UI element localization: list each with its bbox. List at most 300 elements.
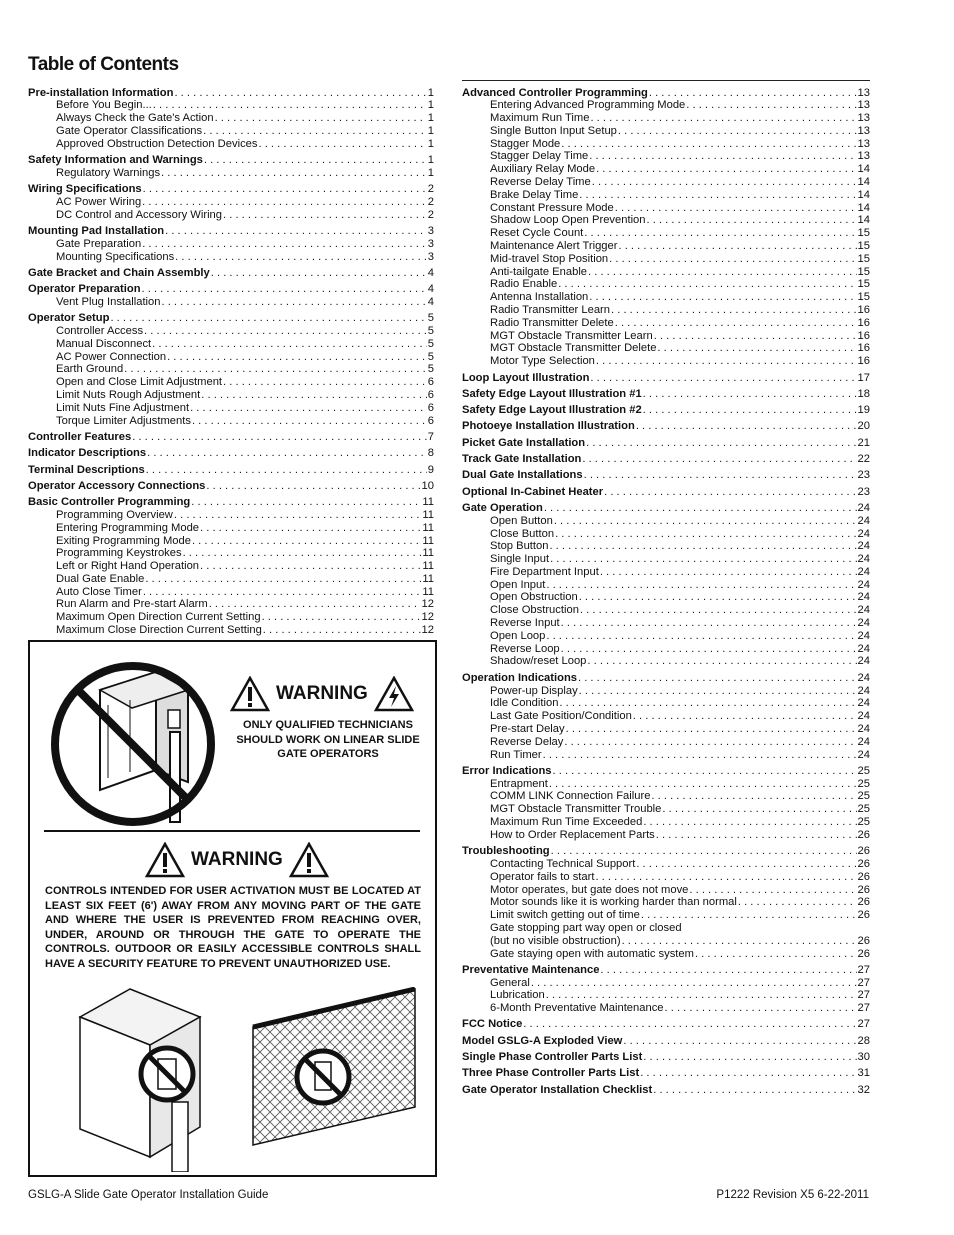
toc-page-number: 27 — [857, 963, 870, 976]
toc-leader-dots — [174, 87, 426, 100]
toc-leader-dots — [643, 404, 857, 417]
toc-entry-title: Constant Pressure Mode — [490, 201, 614, 214]
toc-page-number: 30 — [857, 1051, 870, 1064]
toc-entry-title: 6-Month Preventative Maintenance — [490, 1002, 664, 1015]
toc-subentry — [462, 617, 870, 630]
toc-subentry — [462, 922, 870, 935]
toc-entry-title: Safety Edge Layout Illustration #2 — [462, 404, 642, 417]
toc-leader-dots — [145, 573, 421, 586]
toc-right-column — [462, 83, 870, 1096]
toc-subentry — [462, 896, 870, 909]
toc-page-number: 26 — [857, 870, 870, 883]
toc-leader-dots — [549, 778, 857, 791]
toc-subentry — [462, 317, 870, 330]
toc-entry-title: Controller Access — [56, 325, 144, 338]
toc-leader-dots — [201, 389, 427, 402]
toc-entry-title: Stagger Mode — [490, 137, 561, 150]
toc-entry-title: Programming Overview — [56, 508, 173, 521]
toc-page-number: 2 — [427, 183, 434, 196]
toc-entry-title: How to Order Replacement Parts — [490, 828, 655, 841]
toc-section — [462, 1018, 870, 1031]
toc-leader-dots — [596, 163, 856, 176]
toc-leader-dots — [143, 183, 427, 196]
toc-entry-title: Open Input — [490, 578, 546, 591]
toc-section — [28, 480, 434, 493]
toc-subentry — [462, 515, 870, 528]
toc-page-number: 6 — [427, 401, 434, 414]
toc-subentry — [462, 1002, 870, 1015]
toc-entry-title: Always Check the Gate's Action — [56, 112, 214, 125]
toc-leader-dots — [582, 453, 856, 466]
toc-section — [462, 486, 870, 499]
toc-page-number: 10 — [421, 479, 434, 492]
toc-entry-title: General — [490, 976, 530, 989]
toc-subentry — [462, 214, 870, 227]
toc-leader-dots — [192, 415, 427, 428]
toc-page-number: 26 — [857, 845, 870, 858]
toc-leader-dots — [738, 896, 857, 909]
toc-entry-title: Left or Right Hand Operation — [56, 560, 200, 573]
toc-subentry — [462, 291, 870, 304]
fence-control-illustration — [245, 987, 425, 1147]
toc-section — [462, 845, 870, 858]
toc-subentry — [462, 176, 870, 189]
toc-subentry — [462, 803, 870, 816]
toc-page-number: 12 — [421, 598, 434, 611]
toc-leader-dots — [191, 496, 421, 509]
toc-page-number: 26 — [857, 857, 870, 870]
toc-page-number: 4 — [427, 283, 434, 296]
toc-leader-dots — [596, 355, 857, 368]
toc-leader-dots — [592, 176, 857, 189]
toc-page-number: 24 — [857, 748, 870, 761]
toc-page-number: 27 — [857, 976, 870, 989]
toc-subentry — [462, 240, 870, 253]
toc-page-number: 14 — [857, 163, 870, 176]
toc-page-number: 11 — [422, 585, 434, 598]
footer-right: P1222 Revision X5 6-22-2011 — [716, 1189, 869, 1201]
toc-leader-dots — [190, 402, 427, 415]
toc-page-number: 24 — [857, 684, 870, 697]
toc-entry-title: Indicator Descriptions — [28, 447, 147, 460]
toc-page-number: 3 — [427, 237, 434, 250]
toc-page-number: 11 — [422, 508, 434, 521]
footer-left: GSLG-A Slide Gate Operator Installation Guide — [28, 1189, 269, 1201]
toc-entry-title: Mid-travel Stop Position — [490, 252, 609, 265]
toc-page-number: 19 — [857, 404, 870, 417]
toc-entry-title: Reverse Loop — [490, 642, 560, 655]
toc-leader-dots — [211, 267, 427, 280]
toc-page-number: 13 — [857, 99, 870, 112]
toc-page-number: 16 — [857, 304, 870, 317]
toc-leader-dots — [546, 579, 856, 592]
toc-leader-dots — [589, 291, 856, 304]
warning-text-2: CONTROLS INTENDED FOR USER ACTIVATION MUST BE LOCATED AT LEAST SIX FEET (6') AWAY FROM ANY MOVING PART OF THE GATE AND WHERE THE USER IS PREVENTED FROM REACHING OVER, UNDER, AROUND OR THROUGH THE GATE TO OPERATE THE CONTROLS. OUTDOOR OR EASILY ACCESSIBLE CONTROLS SHALL HAVE A SECURITY FEATURE TO PREVENT UNAUTHORIZED USE. — [45, 885, 421, 970]
toc-entry-title: Shadow/reset Loop — [490, 655, 587, 668]
toc-page-number: 15 — [857, 252, 870, 265]
toc-subentry — [28, 125, 434, 138]
toc-page-number: 24 — [857, 697, 870, 710]
toc-leader-dots — [622, 935, 857, 948]
toc-subentry — [462, 540, 870, 553]
toc-leader-dots — [587, 655, 856, 668]
toc-leader-dots — [223, 209, 427, 222]
toc-page-number: 24 — [857, 642, 870, 655]
toc-leader-dots — [695, 948, 857, 961]
toc-page-number: 6 — [427, 376, 434, 389]
toc-page-number: 20 — [857, 420, 870, 433]
toc-leader-dots — [142, 283, 427, 296]
toc-entry-title: Radio Enable — [490, 278, 558, 291]
toc-section — [28, 312, 434, 325]
toc-leader-dots — [600, 964, 856, 977]
toc-entry-title: Pre-installation Information — [28, 86, 174, 99]
toc-subentry — [462, 871, 870, 884]
toc-leader-dots — [651, 790, 856, 803]
toc-page-number: 25 — [857, 790, 870, 803]
toc-page-number: 15 — [857, 278, 870, 291]
toc-entry-title: Brake Delay Time — [490, 188, 579, 201]
toc-page-number: 11 — [422, 572, 434, 585]
toc-leader-dots — [640, 1067, 856, 1080]
no-touch-operator-illustration — [38, 650, 228, 828]
toc-leader-dots — [200, 560, 421, 573]
toc-leader-dots — [555, 528, 856, 541]
toc-entry-title: Mounting Pad Installation — [28, 224, 165, 237]
toc-page-number: 26 — [857, 828, 870, 841]
toc-subentry — [28, 376, 434, 389]
toc-page-number: 26 — [857, 883, 870, 896]
warning-divider — [44, 830, 420, 832]
toc-entry-title: Reverse Delay — [490, 735, 564, 748]
toc-entry-title: Maximum Run Time Exceeded — [490, 816, 643, 829]
toc-section — [462, 372, 870, 385]
toc-subentry — [462, 266, 870, 279]
toc-leader-dots — [558, 278, 856, 291]
toc-leader-dots — [588, 266, 857, 279]
toc-entry-title: Operation Indications — [462, 671, 577, 684]
toc-page-number: 1 — [427, 166, 434, 179]
toc-page-number: 13 — [857, 112, 870, 125]
toc-leader-dots — [561, 643, 857, 656]
toc-section — [462, 437, 870, 450]
toc-entry-title: Close Obstruction — [490, 604, 579, 617]
toc-entry-title: Limit Nuts Rough Adjustment — [56, 389, 201, 402]
toc-page-number: 2 — [427, 195, 434, 208]
toc-leader-dots — [611, 304, 857, 317]
toc-subentry — [28, 238, 434, 251]
toc-entry-title: (but no visible obstruction) — [490, 934, 621, 947]
toc-entry-title: Antenna Installation — [490, 291, 589, 304]
toc-leader-dots — [204, 154, 427, 167]
toc-subentry — [462, 304, 870, 317]
toc-page-number: 27 — [857, 1018, 870, 1031]
toc-subentry — [462, 125, 870, 138]
toc-subentry — [28, 196, 434, 209]
toc-entry-title: Single Input — [490, 553, 550, 566]
toc-leader-dots — [595, 871, 856, 884]
toc-section — [462, 469, 870, 482]
toc-page-number: 24 — [857, 735, 870, 748]
toc-page-number: 24 — [857, 591, 870, 604]
toc-subentry — [462, 202, 870, 215]
toc-section — [462, 1067, 870, 1080]
toc-page-number: 11 — [422, 534, 434, 547]
toc-page-number: 1 — [427, 86, 434, 99]
toc-entry-title: Exiting Programming Mode — [56, 534, 191, 547]
toc-leader-dots — [604, 486, 856, 499]
toc-leader-dots — [175, 251, 427, 264]
toc-entry-title: Dual Gate Enable — [56, 572, 145, 585]
toc-section — [28, 183, 434, 196]
toc-page-number: 11 — [422, 521, 434, 534]
toc-page-number: 1 — [427, 99, 434, 112]
toc-page-number: 12 — [421, 611, 434, 624]
toc-leader-dots — [579, 591, 857, 604]
toc-subentry — [462, 330, 870, 343]
toc-page-number: 31 — [857, 1067, 870, 1080]
toc-entry-title: FCC Notice — [462, 1018, 523, 1031]
toc-section — [462, 453, 870, 466]
toc-page-number: 22 — [857, 453, 870, 466]
toc-page-number: 16 — [857, 316, 870, 329]
toc-subentry — [462, 697, 870, 710]
toc-entry-title: DC Control and Accessory Wiring — [56, 208, 223, 221]
toc-subentry — [462, 829, 870, 842]
toc-subentry — [28, 251, 434, 264]
toc-section — [462, 87, 870, 100]
toc-entry-title: Gate Bracket and Chain Assembly — [28, 266, 210, 279]
toc-leader-dots — [566, 723, 857, 736]
warning-text-1: ONLY QUALIFIED TECHNICIANS SHOULD WORK ON LINEAR SLIDE GATE OPERATORS — [236, 719, 420, 760]
toc-subentry — [462, 342, 870, 355]
toc-entry-title: Shadow Loop Open Prevention — [490, 214, 646, 227]
toc-entry-title: Basic Controller Programming — [28, 496, 191, 509]
toc-entry-title: Pre-start Delay — [490, 722, 565, 735]
toc-leader-dots — [561, 617, 857, 630]
warning-triangle-icon — [230, 676, 270, 712]
toc-entry-title: Operator Accessory Connections — [28, 479, 206, 492]
toc-entry-title: Maximum Run Time — [490, 112, 590, 125]
toc-subentry — [462, 749, 870, 762]
toc-leader-dots — [586, 437, 856, 450]
warning-header-1 — [230, 676, 414, 712]
toc-entry-title: Entering Advanced Programming Mode — [490, 99, 686, 112]
toc-leader-dots — [615, 202, 857, 215]
toc-leader-dots — [564, 736, 856, 749]
toc-entry-title: Operator fails to start — [490, 870, 595, 883]
toc-leader-dots — [580, 604, 857, 617]
toc-entry-title: Maximum Open Direction Current Setting — [56, 611, 261, 624]
toc-page-number: 18 — [857, 387, 870, 400]
toc-leader-dots — [636, 858, 856, 871]
toc-entry-title: Optional In-Cabinet Heater — [462, 485, 604, 498]
toc-subentry — [28, 598, 434, 611]
operator-control-illustration — [70, 987, 230, 1172]
toc-entry-title: Terminal Descriptions — [28, 463, 145, 476]
toc-leader-dots — [641, 909, 857, 922]
toc-leader-dots — [209, 598, 421, 611]
toc-entry-title: AC Power Wiring — [56, 195, 142, 208]
toc-entry-title: Controller Features — [28, 430, 132, 443]
toc-entry-title: Maintenance Alert Trigger — [490, 240, 618, 253]
toc-page-number: 26 — [857, 909, 870, 922]
toc-subentry — [28, 547, 434, 560]
toc-page-number: 6 — [427, 414, 434, 427]
warning-triangle-icon — [289, 842, 329, 878]
toc-leader-dots — [142, 196, 427, 209]
toc-subentry — [462, 253, 870, 266]
warning-label-1: WARNING — [276, 683, 368, 704]
toc-leader-dots — [590, 372, 856, 385]
toc-page-number: 4 — [427, 266, 434, 279]
toc-subentry — [28, 296, 434, 309]
toc-subentry — [462, 528, 870, 541]
toc-subentry — [462, 579, 870, 592]
toc-entry-title: Wiring Specifications — [28, 183, 142, 196]
toc-leader-dots — [600, 566, 857, 579]
toc-entry-title: Lubrication — [490, 989, 545, 1002]
toc-subentry — [28, 509, 434, 522]
toc-leader-dots — [223, 376, 427, 389]
toc-leader-dots — [553, 765, 857, 778]
toc-leader-dots — [263, 624, 421, 637]
toc-page-number: 25 — [857, 816, 870, 829]
toc-entry-title: Programming Keystrokes — [56, 547, 182, 560]
toc-entry-title: Motor sounds like it is working harder than normal — [490, 896, 737, 909]
toc-entry-title: Idle Condition — [490, 697, 559, 710]
toc-leader-dots — [544, 502, 857, 515]
toc-entry-title: Loop Layout Illustration — [462, 371, 590, 384]
toc-subentry — [28, 535, 434, 548]
toc-subentry — [28, 402, 434, 415]
toc-entry-title: Torque Limiter Adjustments — [56, 414, 191, 427]
toc-entry-title: Limit Nuts Fine Adjustment — [56, 401, 190, 414]
toc-leader-dots — [183, 547, 422, 560]
toc-subentry — [28, 611, 434, 624]
toc-page-number: 1 — [427, 124, 434, 137]
toc-page-number: 1 — [427, 112, 434, 125]
toc-entry-title: Last Gate Position/Condition — [490, 710, 632, 723]
toc-page-number: 24 — [857, 710, 870, 723]
toc-leader-dots — [689, 884, 856, 897]
toc-subentry — [462, 112, 870, 125]
toc-page-number: 24 — [857, 617, 870, 630]
toc-page-number: 3 — [427, 224, 434, 237]
toc-entry-title: Stagger Delay Time — [490, 150, 589, 163]
toc-page-number: 14 — [857, 188, 870, 201]
toc-page-number: 25 — [857, 803, 870, 816]
toc-page-number: 5 — [427, 312, 434, 325]
toc-page-number: 11 — [422, 560, 434, 573]
toc-section — [28, 431, 434, 444]
toc-section — [28, 283, 434, 296]
toc-section — [28, 447, 434, 460]
warning-triangle-icon — [145, 842, 185, 878]
toc-leader-dots — [653, 1084, 856, 1097]
toc-subentry — [28, 209, 434, 222]
toc-page-number: 15 — [857, 227, 870, 240]
toc-entry-title: Operator Preparation — [28, 283, 141, 296]
toc-entry-title: Anti-tailgate Enable — [490, 265, 588, 278]
toc-subentry — [28, 363, 434, 376]
toc-page-number: 16 — [857, 342, 870, 355]
toc-leader-dots — [142, 238, 427, 251]
toc-section — [462, 388, 870, 401]
toc-leader-dots — [110, 312, 426, 325]
toc-leader-dots — [200, 522, 421, 535]
toc-subentry — [28, 624, 434, 637]
toc-subentry — [462, 566, 870, 579]
toc-subentry — [462, 655, 870, 668]
toc-page-number: 9 — [427, 463, 434, 476]
toc-subentry — [28, 573, 434, 586]
toc-entry-title: MGT Obstacle Transmitter Delete — [490, 342, 657, 355]
toc-subentry — [462, 790, 870, 803]
toc-entry-title: Gate Preparation — [56, 237, 142, 250]
toc-leader-dots — [665, 1002, 857, 1015]
toc-entry-title: Gate Operator Installation Checklist — [462, 1083, 653, 1096]
toc-subentry — [462, 884, 870, 897]
toc-entry-title: Motor Type Selection — [490, 355, 595, 368]
toc-entry-title: Motor operates, but gate does not move — [490, 883, 689, 896]
toc-page-number: 32 — [857, 1083, 870, 1096]
toc-subentry — [28, 138, 434, 151]
toc-subentry — [462, 227, 870, 240]
toc-entry-title: Entering Programming Mode — [56, 521, 200, 534]
toc-page-number: 15 — [857, 265, 870, 278]
toc-section — [462, 765, 870, 778]
toc-subentry — [462, 948, 870, 961]
toc-subentry — [462, 604, 870, 617]
toc-page-number: 24 — [857, 527, 870, 540]
toc-entry-title: Maximum Close Direction Current Setting — [56, 624, 262, 637]
toc-leader-dots — [144, 325, 427, 338]
toc-entry-title: Fire Department Input — [490, 565, 599, 578]
toc-page-number: 14 — [857, 201, 870, 214]
toc-leader-dots — [124, 363, 427, 376]
toc-page-number: 5 — [427, 325, 434, 338]
toc-leader-dots — [686, 99, 856, 112]
toc-leader-dots — [578, 672, 857, 685]
toc-leader-dots — [258, 138, 426, 151]
toc-page-number: 15 — [857, 291, 870, 304]
toc-entry-title: Picket Gate Installation — [462, 436, 586, 449]
title-rule — [462, 80, 870, 81]
toc-page-number: 16 — [857, 355, 870, 368]
toc-subentry — [28, 560, 434, 573]
toc-page-number: 5 — [427, 350, 434, 363]
toc-entry-title: Photoeye Installation Illustration — [462, 420, 635, 433]
toc-leader-dots — [152, 338, 427, 351]
toc-entry-title: Mounting Specifications — [56, 250, 175, 263]
toc-leader-dots — [643, 1051, 856, 1064]
toc-page-number: 24 — [857, 553, 870, 566]
toc-leader-dots — [143, 586, 422, 599]
toc-leader-dots — [584, 227, 856, 240]
toc-page-number: 11 — [422, 496, 434, 509]
toc-page-number: 7 — [427, 430, 434, 443]
toc-entry-title: Close Button — [490, 527, 555, 540]
toc-leader-dots — [531, 977, 857, 990]
toc-subentry — [462, 189, 870, 202]
toc-entry-title: Open Obstruction — [490, 591, 578, 604]
toc-entry-title: Auxiliary Relay Mode — [490, 163, 596, 176]
toc-page-number: 27 — [857, 989, 870, 1002]
toc-subentry — [28, 415, 434, 428]
toc-entry-title: Safety Information and Warnings — [28, 153, 203, 166]
toc-page-number: 12 — [421, 624, 434, 637]
